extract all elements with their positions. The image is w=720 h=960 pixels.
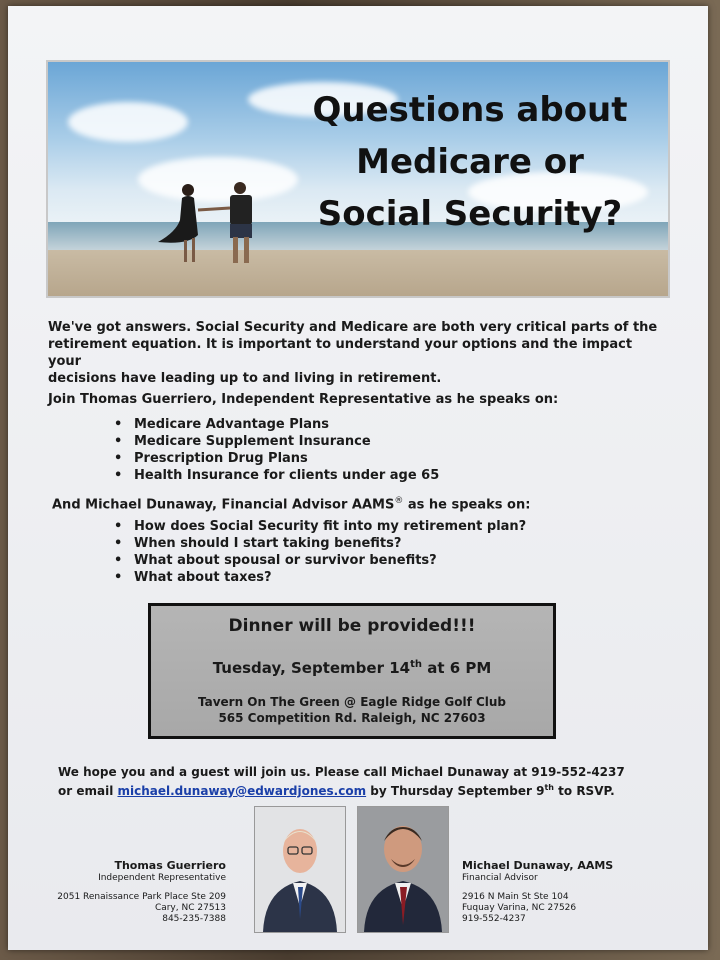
event-date-suffix: th (410, 659, 422, 670)
event-date (151, 659, 553, 677)
speaker1-topic-list (114, 416, 439, 484)
registered-mark: ® (394, 496, 404, 506)
event-venue (151, 694, 553, 726)
venue-line: Tavern On The Green @ Eagle Ridge Golf Club (197, 695, 507, 709)
couple-walking-image (148, 180, 278, 270)
contact-phone: 919-552-4237 (462, 914, 526, 924)
speaker2-intro (52, 493, 672, 513)
rsvp-line (58, 780, 678, 799)
venue-line: 565 Competition Rd. Raleigh, NC 27603 (218, 711, 486, 725)
thomas-guerriero-photo (254, 806, 346, 933)
intro-paragraph (48, 319, 668, 387)
contact-phone: 845-235-7388 (162, 914, 226, 924)
list-item: • Health Insurance for clients under age 65 (114, 467, 439, 484)
banner-title-line: Medicare or (356, 142, 584, 182)
flyer-page (8, 6, 708, 950)
contact-city: Cary, NC 27513 (154, 903, 226, 913)
contact-card-michael (462, 859, 613, 925)
rsvp-paragraph (58, 764, 678, 799)
contact-city: Fuquay Varina, NC 27526 (462, 903, 577, 913)
portrait-image (358, 807, 448, 932)
beach-banner (46, 60, 670, 298)
intro-line: We've got answers. Social Security and Medicare are both very critical parts of the (48, 320, 658, 335)
banner-title-line: Questions about (312, 90, 628, 130)
dinner-headline: Dinner will be provided!!! (228, 616, 476, 636)
list-item: • How does Social Security fit into my retirement plan? (114, 518, 526, 535)
rsvp-text: to RSVP. (553, 784, 615, 798)
speaker1-intro: Join Thomas Guerriero, Independent Representative as he speaks on: (48, 392, 559, 407)
event-date-text: Tuesday, September 14 (212, 659, 411, 677)
contact-card-thomas (57, 859, 226, 925)
cloud-shape (68, 102, 188, 142)
intro-line: decisions have leading up to and living in retirement. (48, 371, 442, 386)
list-item: • Medicare Supplement Insurance (114, 433, 439, 450)
list-item: • Medicare Advantage Plans (114, 416, 439, 433)
list-item: • When should I start taking benefits? (114, 535, 526, 552)
contact-title: Financial Advisor (462, 873, 538, 883)
list-item: • What about spousal or survivor benefits? (114, 552, 526, 569)
contact-title: Independent Representative (98, 873, 226, 883)
rsvp-text: or email (58, 784, 118, 798)
rsvp-text: by Thursday September 9 (366, 784, 545, 798)
speaker2-intro-text: as he speaks on: (403, 497, 531, 513)
list-item: • Prescription Drug Plans (114, 450, 439, 467)
portrait-image (255, 807, 345, 932)
contact-address: 2916 N Main St Ste 104 (462, 892, 569, 902)
banner-title (290, 84, 650, 240)
speaker2-intro-text: And Michael Dunaway, Financial Advisor AAMS (52, 497, 395, 513)
event-time-text: at 6 PM (421, 659, 492, 677)
speaker2-topic-list (114, 518, 526, 586)
rsvp-line: We hope you and a guest will join us. Please call Michael Dunaway at 919-552-4237 (58, 765, 625, 779)
contact-name: Thomas Guerriero (114, 859, 226, 872)
contact-name: Michael Dunaway, AAMS (462, 859, 614, 872)
list-item: • What about taxes? (114, 569, 526, 586)
michael-dunaway-photo (357, 806, 449, 933)
intro-line: retirement equation. It is important to understand your options and the impact your (48, 337, 633, 369)
sand-image (48, 250, 668, 296)
event-details-box (148, 603, 556, 739)
rsvp-date-suffix: th (544, 783, 554, 792)
contact-address: 2051 Renaissance Park Place Ste 209 (57, 892, 226, 902)
email-link[interactable]: michael.dunaway@edwardjones.com (117, 784, 367, 798)
banner-title-line: Social Security? (317, 194, 623, 234)
